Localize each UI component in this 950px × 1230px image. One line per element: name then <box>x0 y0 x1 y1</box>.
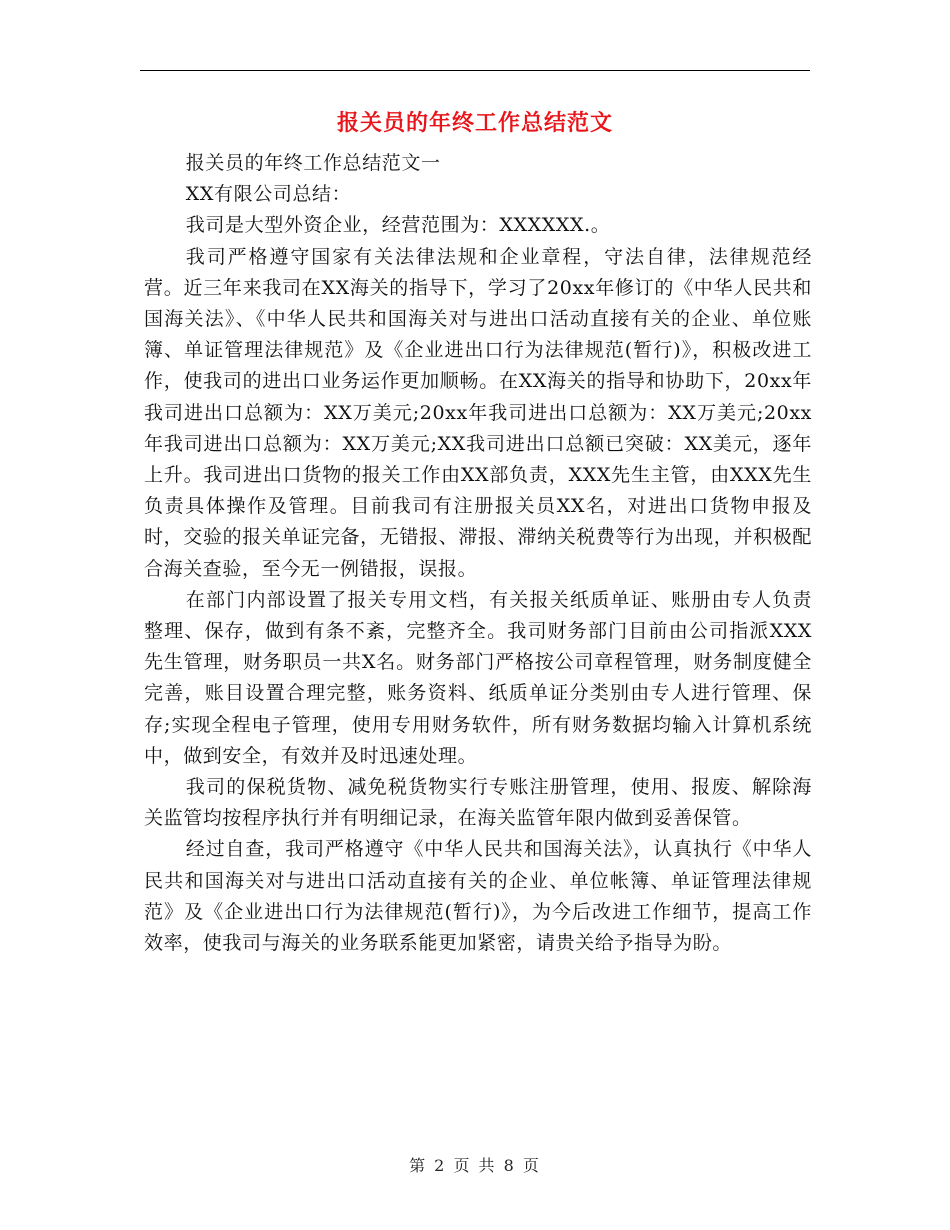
header-rule <box>140 70 810 71</box>
document-title: 报关员的年终工作总结范文 <box>336 111 613 136</box>
paragraph-business-scope: 我司是大型外资企业，经营范围为：XXXXXX.。 <box>185 214 611 237</box>
paragraph-compliance: 我司严格遵守国家有关法律法规和企业章程，守法自律，法律规范经营。近三年来我司在XX海关的指导下，学习了20xx年修订的《中华人民共和国海关法》、《中华人民共和国海关对与进出口活动直接有关的企业、单位账簿、单证管理法律规范》及《企业进出口行为法律规范(暂行)》，积极改进工作，使我司的进出口业务运作更加顺畅。在XX海关的指导和协助下，20xx年我司进出口总额为：XX万美元;20xx年我司进出口总额为：XX万美元;20xx年我司进出口总额为：XX万美元;XX我司进出口总额已突破：XX美元，逐年上升。我司进出口货物的报关工作由XX部负责，XXX先生主管，由XXX先生负责具体操作及管理。目前我司有注册报关员XX名，对进出口货物申报及时，交验的报关单证完备，无错报、滞报、滞纳关税费等行为出现，并积极配合海关查验，至今无一例错报，误报。 <box>144 245 812 580</box>
paragraph-salutation: XX有限公司总结： <box>185 183 352 206</box>
paragraph-self-inspection: 经过自查，我司严格遵守《中华人民共和国海关法》，认真执行《中华人民共和国海关对与进出口活动直接有关的企业、单位帐簿、单证管理法律规范》及《企业进出口行为法律规范(暂行)》，为今后改进工作细节，提高工作效率，使我司与海关的业务联系能更加紧密，请贵关给予指导为盼。 <box>144 838 812 955</box>
paragraph-department: 在部门内部设置了报关专用文档，有关报关纸质单证、账册由专人负责整理、保存，做到有条不紊，完整齐全。我司财务部门目前由公司指派XXX先生管理，财务职员一共X名。财务部门严格按公司章程管理，财务制度健全完善，账目设置合理完整，账务资料、纸质单证分类别由专人进行管理、保存;实现全程电子管理，使用专用财务软件，所有财务数据均输入计算机系统中，做到安全，有效并及时迅速处理。 <box>144 588 812 767</box>
page-footer: 第 2 页 共 8 页 <box>409 1156 541 1175</box>
paragraph-subtitle: 报关员的年终工作总结范文一 <box>185 152 441 174</box>
paragraph-bonded-goods: 我司的保税货物、减免税货物实行专账注册管理，使用、报废、解除海关监管均按程序执行并有明细记录，在海关监管年限内做到妥善保管。 <box>144 776 812 830</box>
document-body <box>144 148 812 959</box>
